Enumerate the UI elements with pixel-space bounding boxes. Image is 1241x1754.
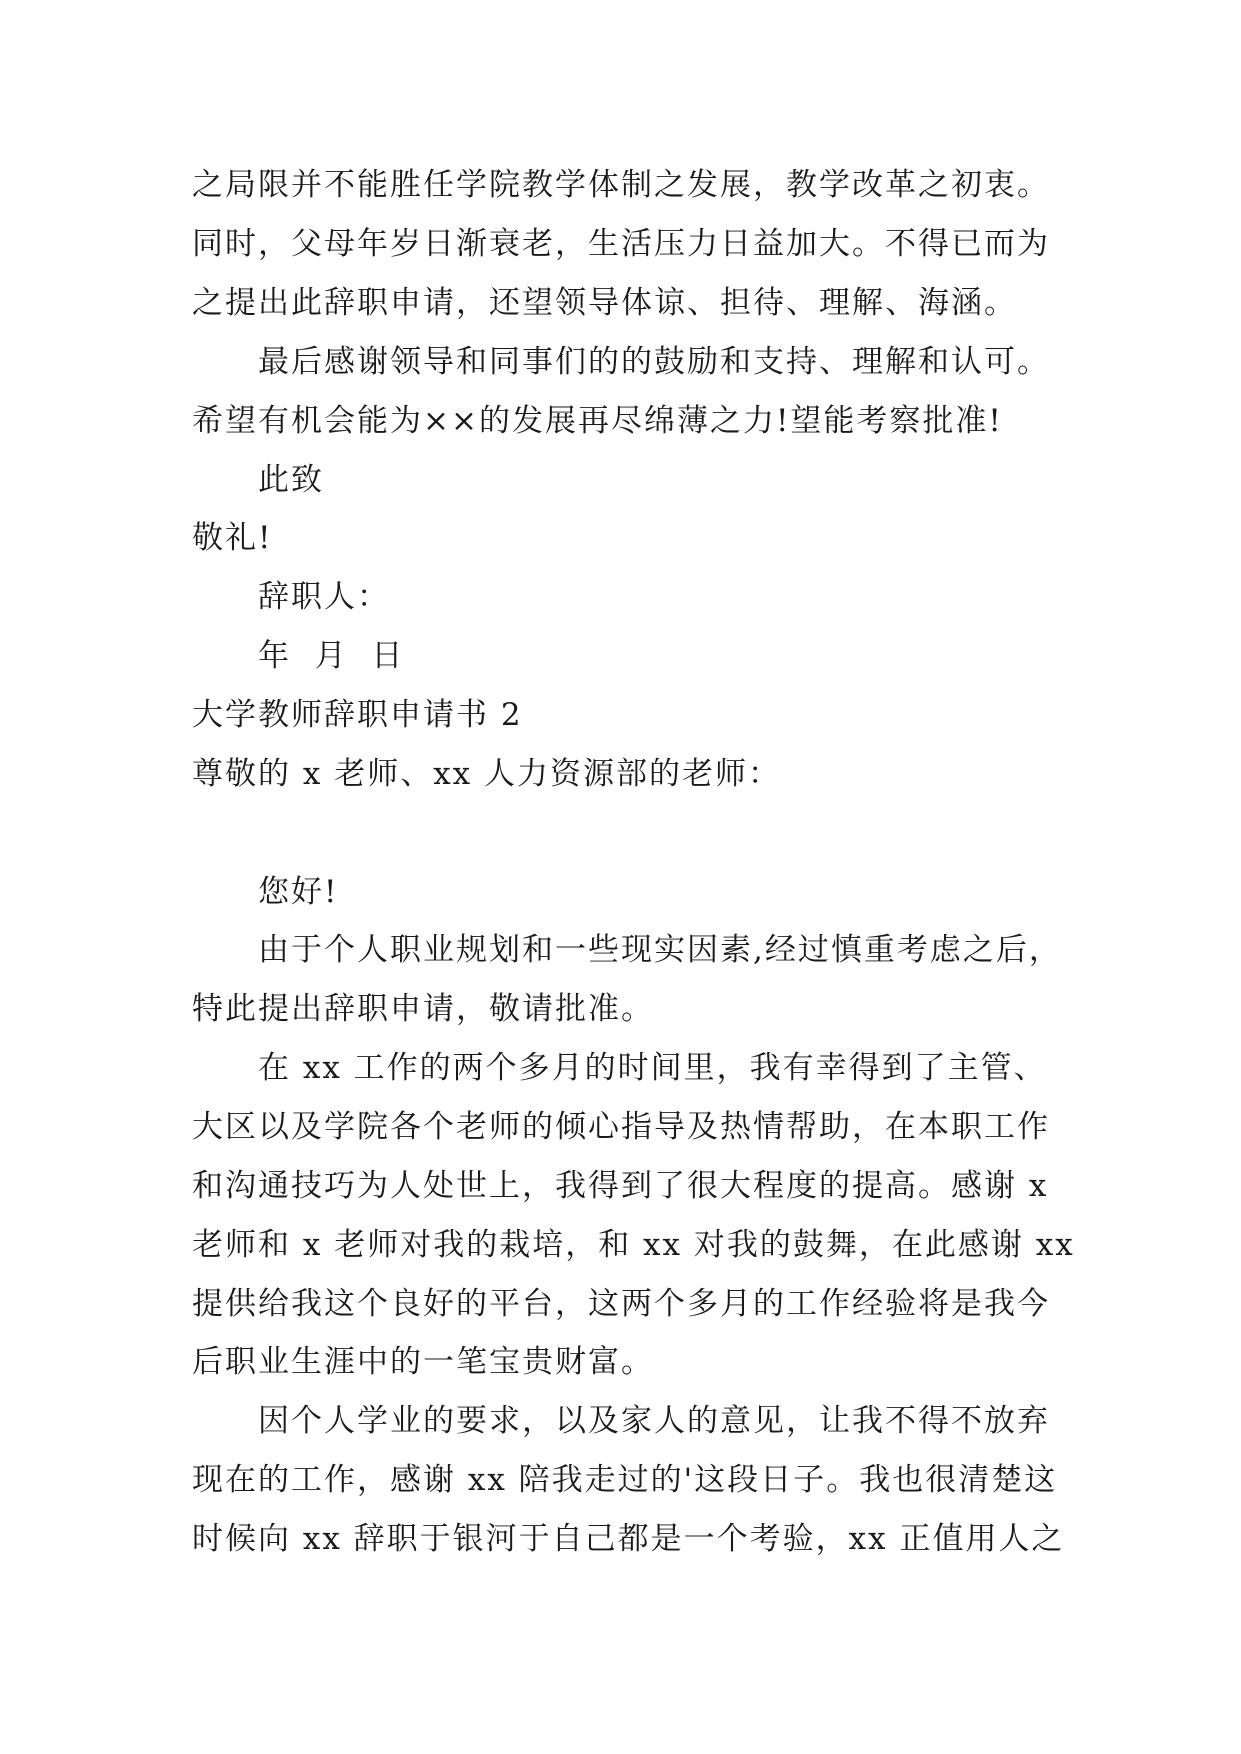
paragraph-first-line: 由于个人职业规划和一些现实因素,经过慎重考虑之后，: [258, 932, 1062, 968]
text-line: 时候向 xx 辞职于银河于自己都是一个考验，xx 正值用人之: [192, 1521, 1065, 1557]
paragraph-first-line: 最后感谢领导和同事们的的鼓励和支持、理解和认可。: [258, 344, 1050, 380]
text-line: 和沟通技巧为人处世上，我得到了很大程度的提高。感谢 x: [192, 1168, 1049, 1204]
text-line: 希望有机会能为××的发展再尽绵薄之力!望能考察批准!: [192, 403, 1003, 439]
text-line: 同时，父母年岁日渐衰老，生活压力日益加大。不得已而为: [192, 226, 1050, 262]
paragraph-first-line: 在 xx 工作的两个多月的时间里，我有幸得到了主管、: [258, 1050, 1047, 1086]
letter-greeting: 尊敬的 x 老师、xx 人力资源部的老师：: [192, 756, 782, 792]
closing-salutation: 此致: [258, 462, 324, 498]
date-line: 年 月 日: [258, 638, 405, 674]
text-line: 老师和 x 老师对我的栽培，和 xx 对我的鼓舞，在此感谢 xx: [192, 1227, 1075, 1263]
text-line: 提供给我这个良好的平台，这两个多月的工作经验将是我今: [192, 1286, 1050, 1322]
text-line: 后职业生涯中的一笔宝贵财富。: [192, 1344, 654, 1380]
section-title: 大学教师辞职申请书 2: [192, 697, 523, 733]
text-line: 之局限并不能胜任学院教学体制之发展，教学改革之初衷。: [192, 167, 1050, 203]
text-line: 之提出此辞职申请，还望领导体谅、担待、理解、海涵。: [192, 285, 1017, 321]
letter-hello: 您好!: [258, 874, 339, 910]
text-line: 大区以及学院各个老师的倾心指导及热情帮助，在本职工作: [192, 1109, 1050, 1145]
signature-label: 辞职人：: [258, 579, 390, 615]
closing-respect: 敬礼!: [192, 520, 273, 556]
text-line: 特此提出辞职申请，敬请批准。: [192, 991, 654, 1027]
paragraph-first-line: 因个人学业的要求，以及家人的意见，让我不得不放弃: [258, 1403, 1050, 1439]
text-line: 现在的工作，感谢 xx 陪我走过的'这段日子。我也很清楚这: [192, 1462, 1058, 1498]
